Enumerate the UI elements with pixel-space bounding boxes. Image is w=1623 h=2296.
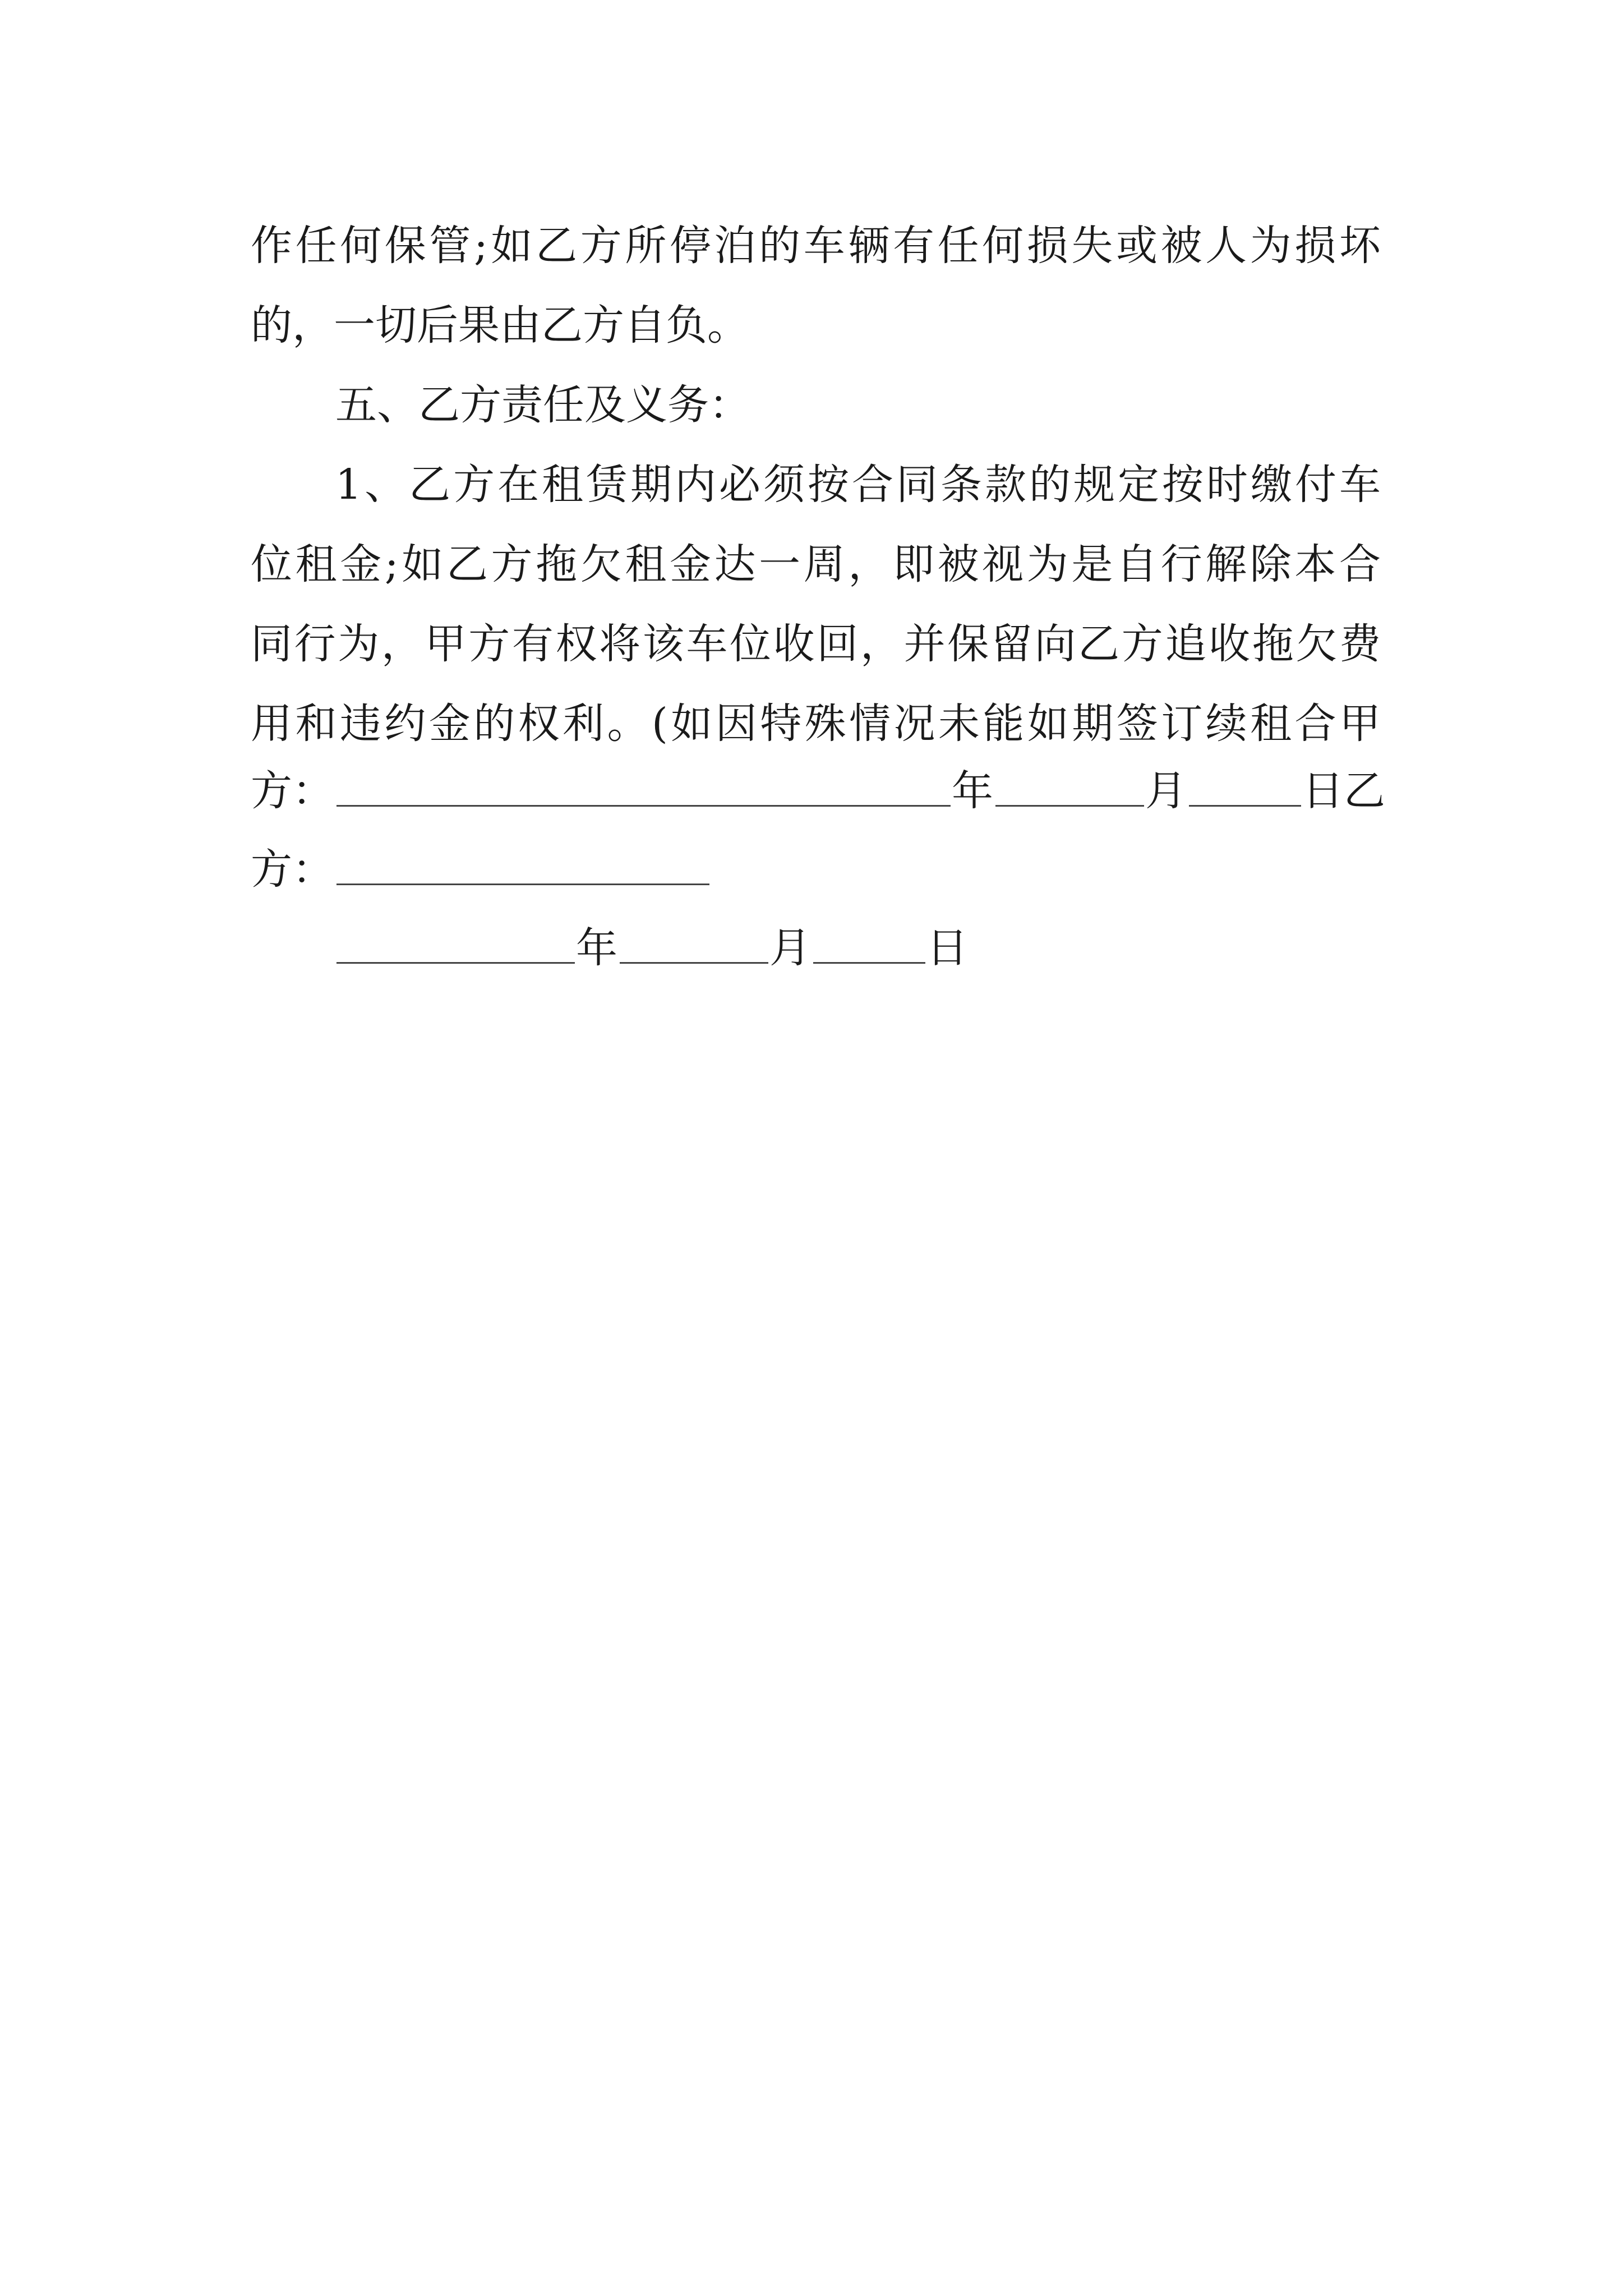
body-line-1: 作任何保管;如乙方所停泊的车辆有任何损失或被人为损坏 xyxy=(251,222,1381,270)
body-line-6: 同行为，甲方有权将该车位收回，并保留向乙方追收拖欠费 xyxy=(251,620,1381,668)
body-line-2: 的，一切后果由乙方自负。 xyxy=(251,301,749,349)
body-line-7: 用和违约金的权利。(如因特殊情况未能如期签订续租合甲 xyxy=(251,700,1381,748)
date-month-label: 月 xyxy=(769,924,811,972)
year-label: 年 xyxy=(952,767,993,815)
date-month-blank xyxy=(620,962,768,964)
day-party-b-label: 日乙 xyxy=(1302,767,1385,815)
date-year-blank xyxy=(336,962,575,964)
party-b-label: 方： xyxy=(251,845,334,894)
month-blank xyxy=(995,805,1144,807)
date-day-blank xyxy=(813,962,925,964)
party-a-label: 方： xyxy=(251,767,334,815)
section-heading: 五、乙方责任及义务： xyxy=(335,381,750,429)
date-day-label: 日 xyxy=(926,924,968,972)
party-b-signature-blank xyxy=(336,884,709,885)
party-a-signature-blank xyxy=(336,805,951,807)
date-year-label: 年 xyxy=(576,924,617,972)
body-line-4: 1、乙方在租赁期内必须按合同条款的规定按时缴付车 xyxy=(335,461,1381,509)
body-line-5: 位租金;如乙方拖欠租金达一周，即被视为是自行解除本合 xyxy=(251,540,1381,588)
month-label: 月 xyxy=(1145,767,1187,815)
day-blank xyxy=(1189,805,1301,807)
